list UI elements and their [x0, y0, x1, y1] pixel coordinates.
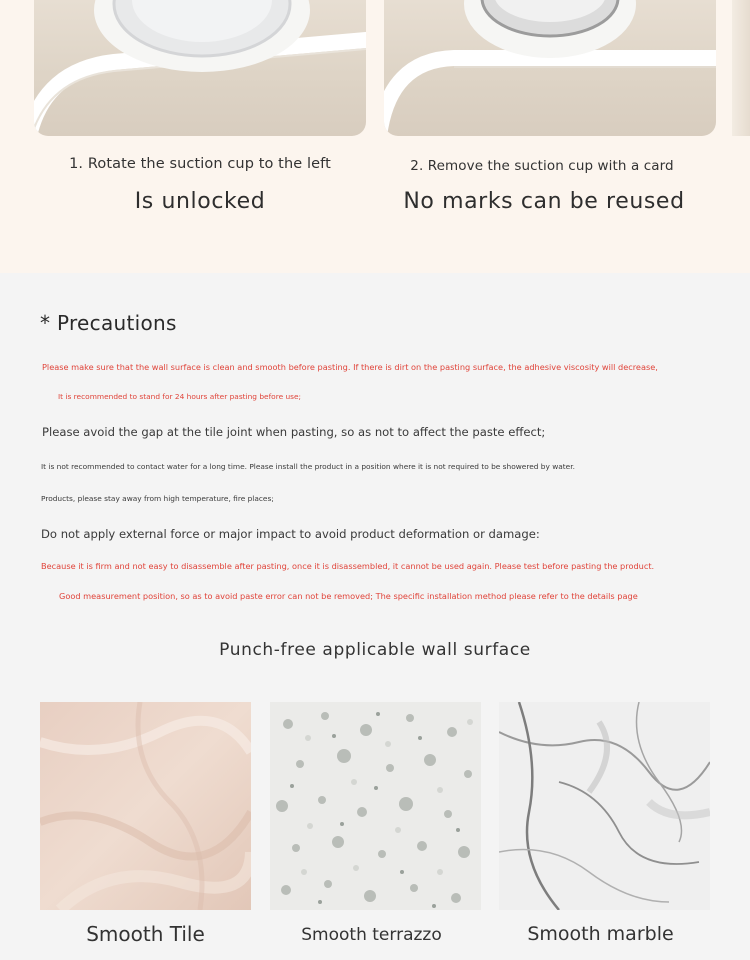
smooth-tile-image	[40, 702, 251, 910]
steps-section	[0, 0, 750, 273]
step-2-headline: No marks can be reused	[403, 189, 685, 214]
precaution-item: Because it is firm and not easy to disassemble after pasting, once it is disassembled, it cannot be used again. Please test before pasting the product.	[41, 561, 655, 571]
smooth-terrazzo-label: Smooth terrazzo	[301, 925, 442, 945]
step-1-headline: Is unlocked	[134, 189, 266, 214]
precaution-item: Please avoid the gap at the tile joint when pasting, so as not to affect the paste effect;	[42, 425, 546, 439]
precaution-item: It is recommended to stand for 24 hours after pasting before use;	[58, 392, 302, 401]
precaution-item: Please make sure that the wall surface is clean and smooth before pasting. If there is dirt on the pasting surface, the adhesive viscosity will decrease,	[42, 362, 658, 372]
smooth-marble-label: Smooth marble	[527, 923, 674, 945]
edge-strip	[732, 0, 750, 136]
step-1-photo	[34, 0, 366, 136]
step-2-instruction: 2. Remove the suction cup with a card	[410, 158, 674, 174]
surfaces-title: Punch-free applicable wall surface	[219, 640, 531, 660]
precaution-item: It is not recommended to contact water for a long time. Please install the product in a position where it is not required to be showered by water.	[41, 462, 575, 471]
step-1-instruction: 1. Rotate the suction cup to the left	[69, 156, 331, 172]
smooth-terrazzo-image	[270, 702, 481, 910]
precaution-item: Good measurement position, so as to avoid paste error can not be removed; The specific installation method please refer to the details page	[59, 591, 638, 601]
smooth-tile-label: Smooth Tile	[86, 922, 205, 946]
step-2-photo	[384, 0, 716, 136]
precautions-title: * Precautions	[40, 311, 177, 335]
smooth-marble-image	[499, 702, 710, 910]
precaution-item: Products, please stay away from high temperature, fire places;	[41, 494, 274, 503]
precaution-item: Do not apply external force or major impact to avoid product deformation or damage:	[41, 527, 540, 541]
